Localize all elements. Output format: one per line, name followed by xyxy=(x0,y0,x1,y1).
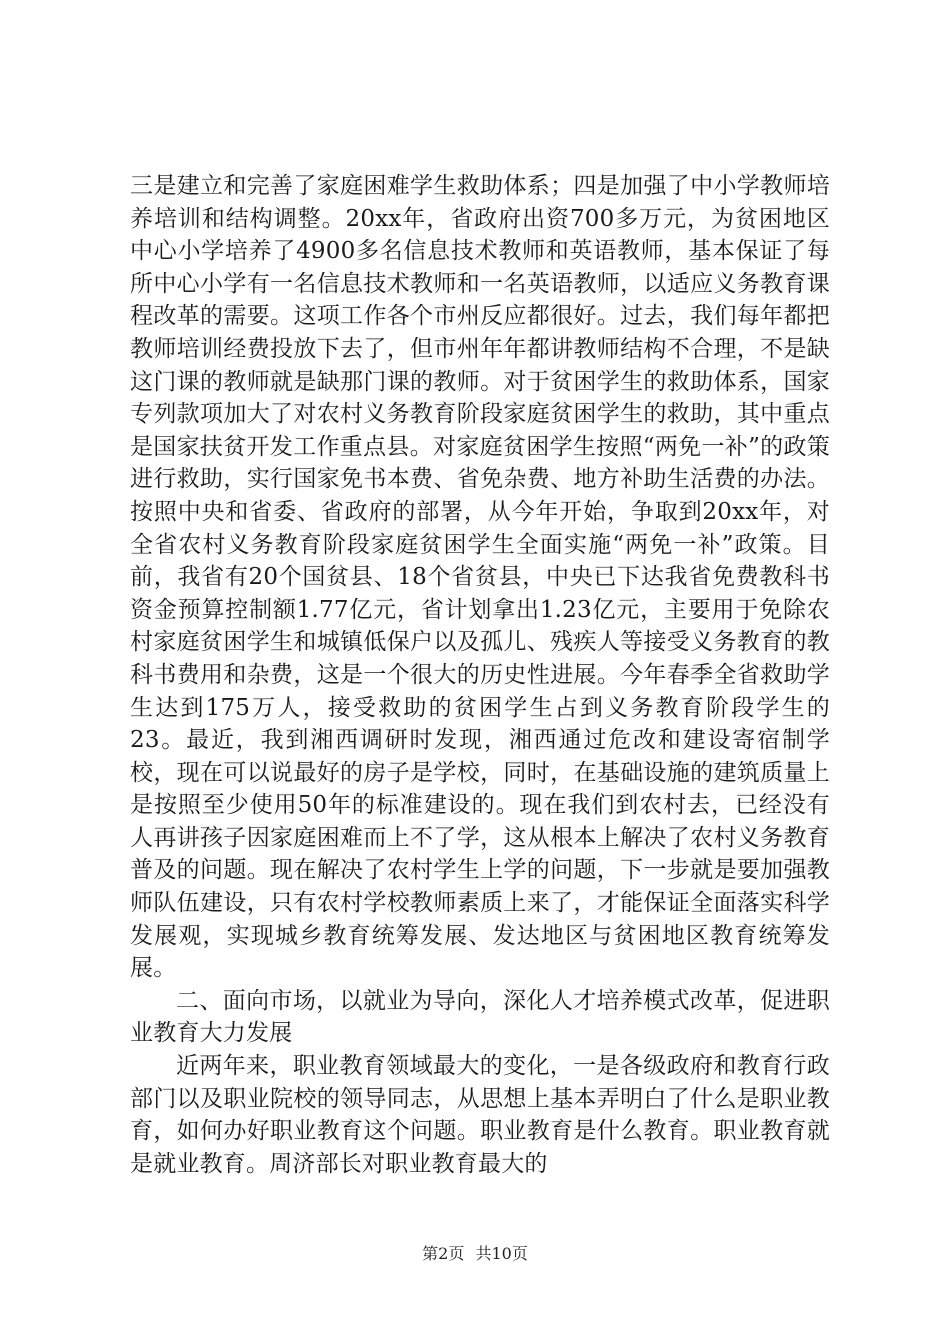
paragraph-continuation: 三是建立和完善了家庭困难学生救助体系；四是加强了中小学教师培养培训和结构调整。20xx年，省政府出资700多万元，为贫困地区中心小学培养了4900多名信息技术教师和英语教师，基本保证了每所中心小学有一名信息技术教师和一名英语教师，以适应义务教育课程改革的需要。这项工作各个市州反应都很好。过去，我们每年都把教师培训经费投放下去了，但市州年年都讲教师结构不合理，不是缺这门课的教师就是缺那门课的教师。对于贫困学生的救助体系，国家专列款项加大了对农村义务教育阶段家庭贫困学生的救助，其中重点是国家扶贫开发工作重点县。对家庭贫困学生按照“两免一补”的政策进行救助，实行国家免书本费、省免杂费、地方补助生活费的办法。按照中央和省委、省政府的部署，从今年开始，争取到20xx年，对全省农村义务教育阶段家庭贫困学生全面实施“两免一补”政策。目前，我省有20个国贫县、18个省贫县，中央已下达我省免费教科书资金预算控制额1.77亿元，省计划拿出1.23亿元，主要用于免除农村家庭贫困学生和城镇低保户以及孤儿、残疾人等接受义务教育的教科书费用和杂费，这是一个很大的历史性进展。今年春季全省救助学生达到175万人，接受救助的贫困学生占到义务教育阶段学生的23。最近，我到湘西调研时发现，湘西通过危改和建设寄宿制学校，现在可以说最好的房子是学校，同时，在基础设施的建筑质量上是按照至少使用50年的标准建设的。现在我们到农村去，已经没有人再讲孩子因家庭困难而上不了学，这从根本上解决了农村义务教育普及的问题。现在解决了农村学生上学的问题，下一步就是要加强教师队伍建设，只有农村学校教师素质上来了，才能保证全面落实科学发展观，实现城乡教育统筹发展、发达地区与贫困地区教育统筹发展。 xyxy=(130,173,830,982)
section-heading: 二、面向市场，以就业为导向，深化人才培养模式改革，促进职业教育大力发展 xyxy=(130,987,830,1047)
paragraph: 近两年来，职业教育领域最大的变化，一是各级政府和教育行政部门以及职业院校的领导同志，从思想上基本弄明白了什么是职业教育，如何办好职业教育这个问题。职业教育是什么教育。职业教育就是就业教育。周济部长对职业教育最大的 xyxy=(130,1053,830,1177)
page-number: 第2页 xyxy=(422,1244,465,1263)
document-body xyxy=(130,170,830,1180)
page-footer xyxy=(0,1244,950,1264)
page-total: 共10页 xyxy=(475,1244,528,1263)
